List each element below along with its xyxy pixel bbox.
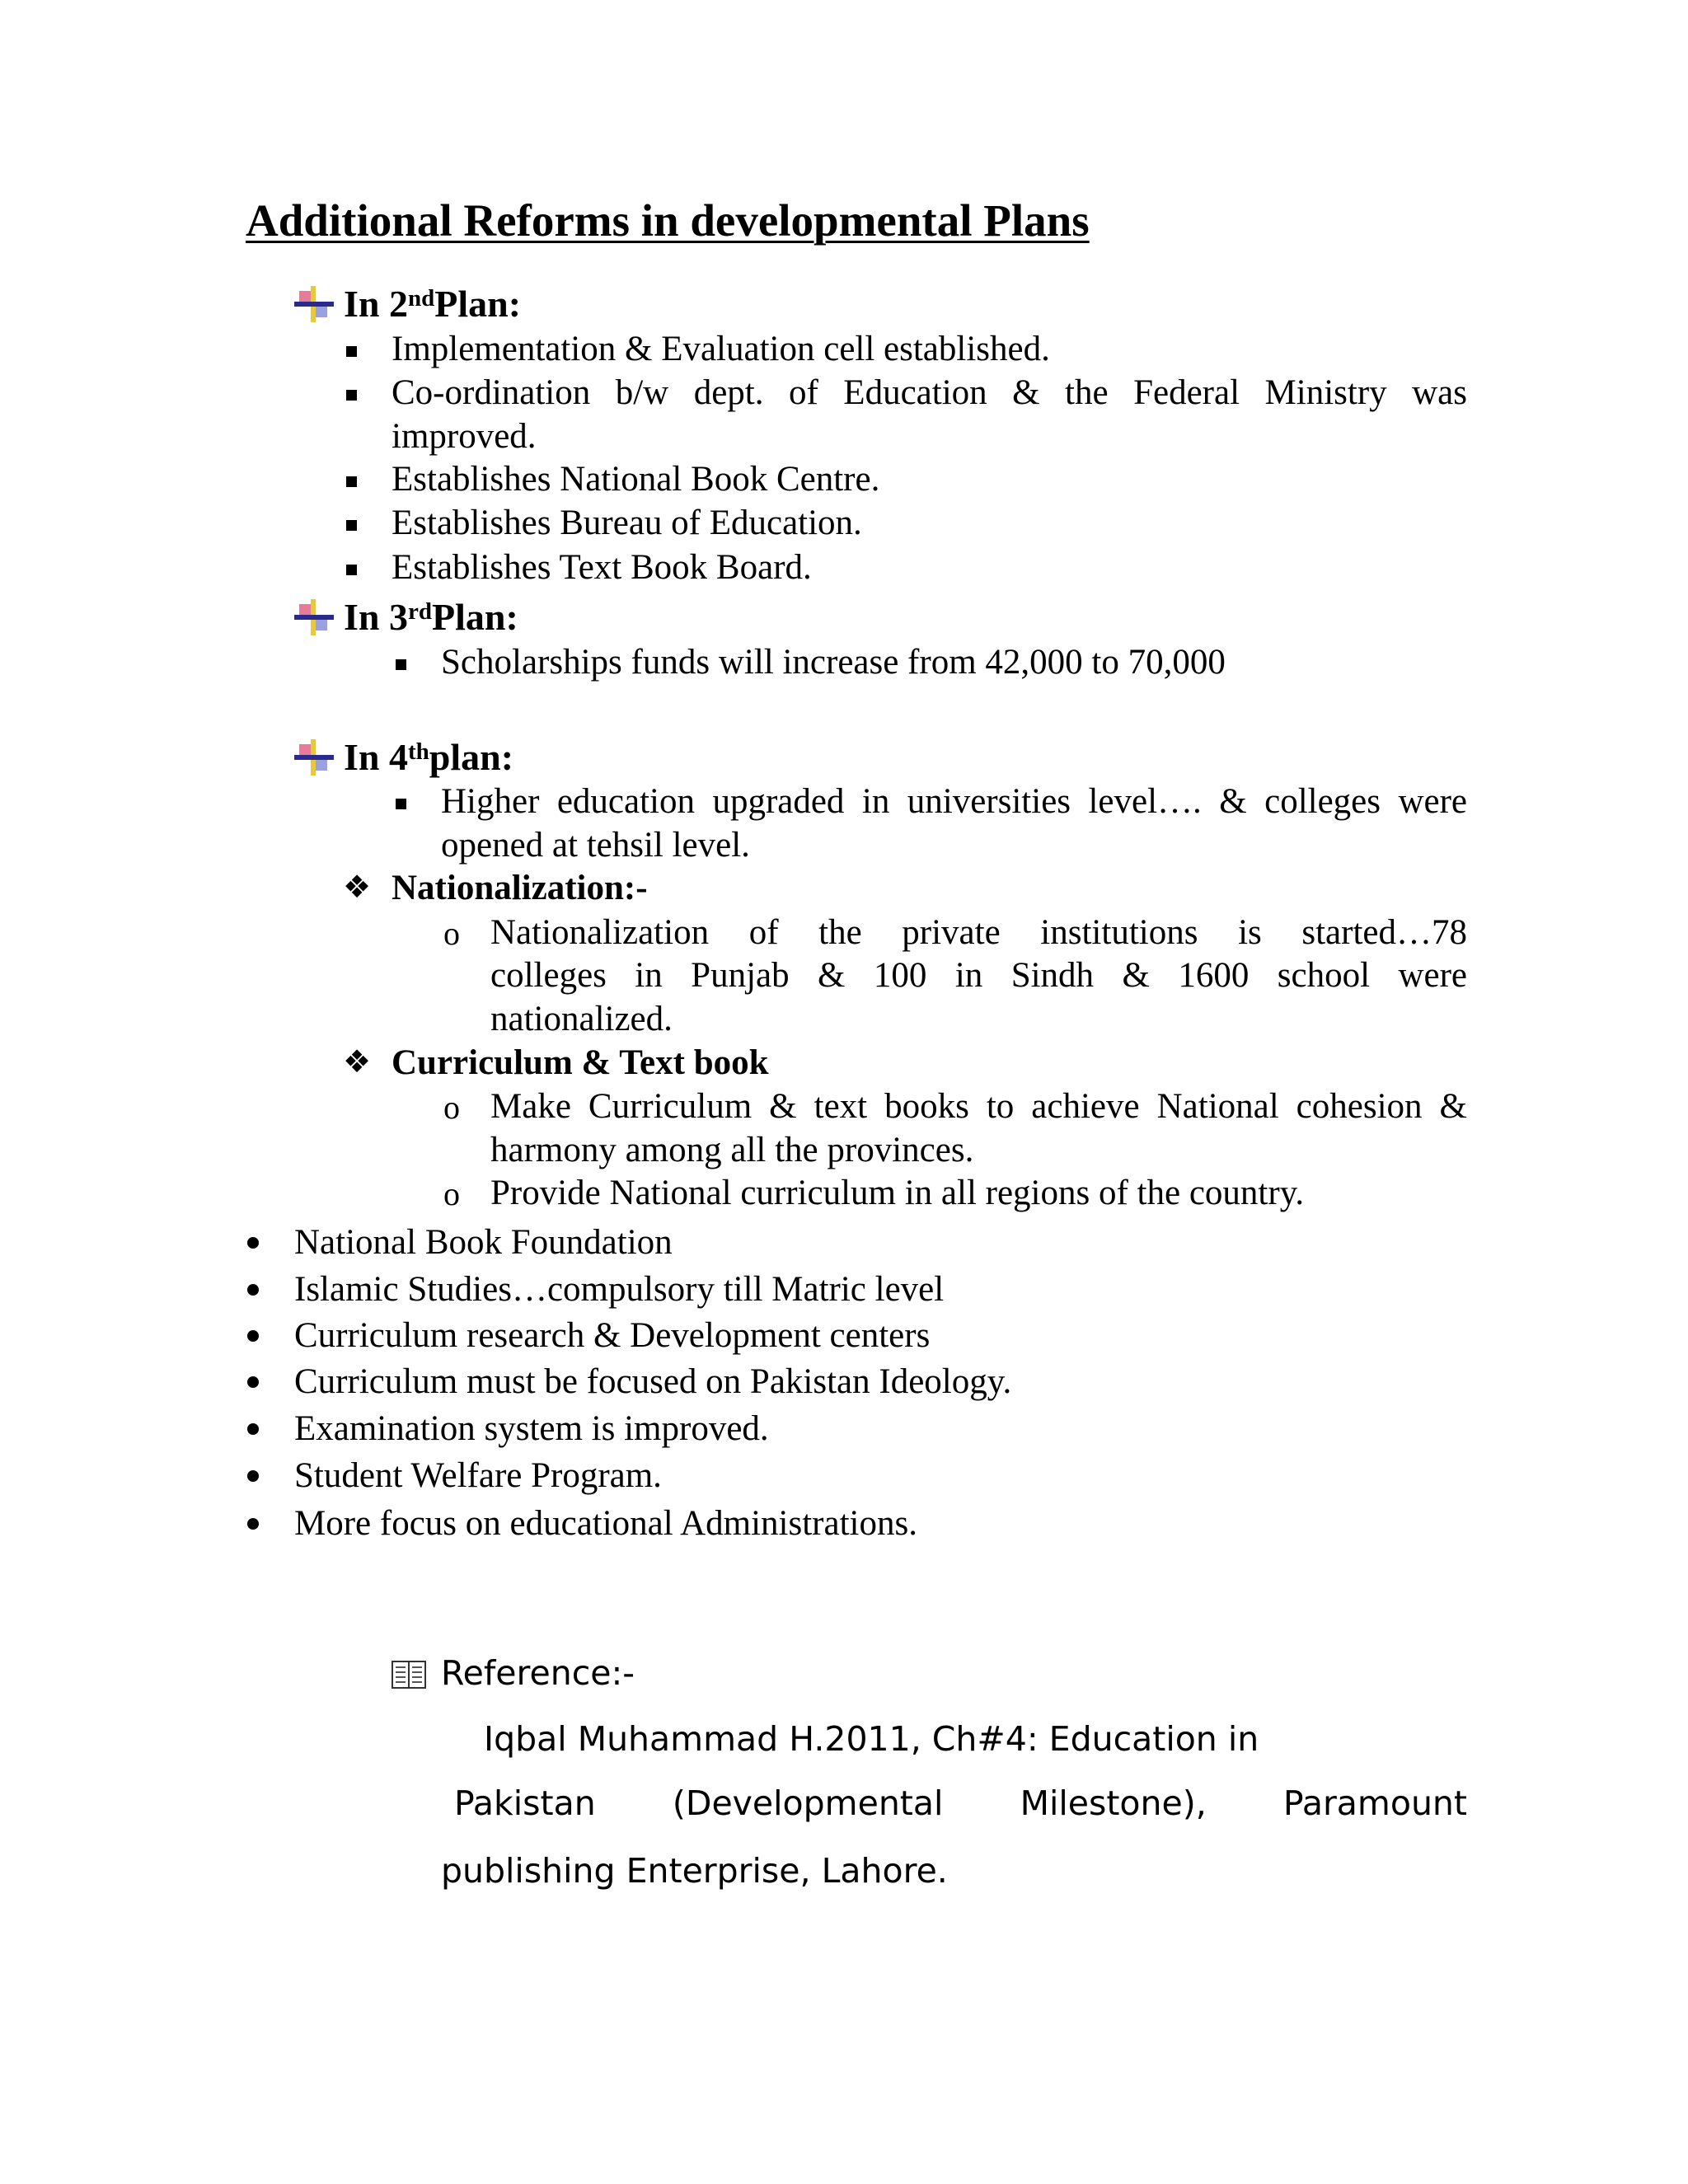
plan4-heading	[294, 735, 513, 779]
bullet-item-3: Curriculum research & Development centers	[294, 1316, 931, 1355]
disc-bullet	[247, 1330, 259, 1342]
disc-bullet	[247, 1284, 259, 1296]
plan2-item-2-cont: improved.	[392, 417, 537, 456]
square-bullet	[346, 390, 357, 401]
disc-bullet	[247, 1423, 259, 1435]
plan2-item-2: Co-ordination b/w dept. of Education & the Federal Ministry was	[392, 373, 1467, 412]
bullet-item-4: Curriculum must be focused on Pakistan Ideology.	[294, 1362, 1012, 1401]
diamond-bullet-icon: ❖	[343, 869, 372, 905]
square-bullet	[396, 799, 406, 809]
plan3-heading	[294, 595, 518, 639]
curriculum-item-1-cont: harmony among all the provinces.	[490, 1131, 974, 1169]
plan3-suffix: Plan:	[431, 596, 518, 638]
circle-bullet: o	[443, 1089, 460, 1126]
square-bullet	[346, 476, 357, 487]
cross-bullet-icon	[294, 739, 334, 776]
diamond-bullet-icon: ❖	[343, 1043, 372, 1080]
plan2-prefix: In 2	[344, 283, 408, 325]
bullet-item-2: Islamic Studies…compulsory till Matric level	[294, 1270, 945, 1309]
square-bullet	[396, 659, 406, 670]
book-icon	[392, 1658, 426, 1690]
bullet-item-1: National Book Foundation	[294, 1223, 673, 1262]
plan4-item-1-cont: opened at tehsil level.	[441, 826, 750, 865]
plan2-item-5: Establishes Text Book Board.	[392, 548, 812, 587]
plan2-item-4: Establishes Bureau of Education.	[392, 504, 862, 542]
disc-bullet	[247, 1237, 259, 1249]
nationalization-item-1: Nationalization of the private institutions is started…78	[490, 913, 1467, 952]
plan3-item-1: Scholarships funds will increase from 42,000 to 70,000	[441, 643, 1226, 682]
plan4-sup: th	[407, 738, 429, 765]
plan2-suffix: Plan:	[434, 283, 522, 325]
plan3-prefix: In 3	[344, 596, 408, 638]
bullet-item-5: Examination system is improved.	[294, 1409, 769, 1448]
square-bullet	[346, 565, 357, 575]
plan4-prefix: In 4	[344, 736, 408, 778]
plan2-item-1: Implementation & Evaluation cell established.	[392, 330, 1050, 368]
plan4-suffix: plan:	[429, 736, 514, 778]
plan4-item-1: Higher education upgraded in universities level…. & colleges were	[441, 782, 1467, 821]
curriculum-item-2: Provide National curriculum in all regions of the country.	[490, 1174, 1305, 1212]
cross-bullet-icon	[294, 599, 334, 635]
bullet-item-7: More focus on educational Administrations.	[294, 1504, 917, 1543]
circle-bullet: o	[443, 1175, 460, 1212]
square-bullet	[346, 520, 357, 531]
cross-bullet-icon	[294, 286, 334, 322]
curriculum-item-1: Make Curriculum & text books to achieve National cohesion &	[490, 1087, 1467, 1126]
reference-line-1: Iqbal Muhammad H.2011, Ch#4: Education in	[484, 1719, 1259, 1759]
reference-heading: Reference:-	[441, 1653, 635, 1693]
curriculum-heading: Curriculum & Text book	[392, 1043, 769, 1082]
reference-line-2: Pakistan (Developmental Milestone), Paramount	[454, 1783, 1467, 1823]
square-bullet	[346, 346, 357, 357]
plan2-heading	[294, 282, 521, 326]
nationalization-item-1-cont: colleges in Punjab & 100 in Sindh & 1600 school were	[490, 956, 1467, 995]
plan2-item-3: Establishes National Book Centre.	[392, 460, 880, 499]
bullet-item-6: Student Welfare Program.	[294, 1456, 662, 1495]
disc-bullet	[247, 1376, 259, 1388]
page-title: Additional Reforms in developmental Plans	[246, 195, 1090, 246]
nationalization-item-1-end: nationalized.	[490, 1000, 673, 1038]
circle-bullet: o	[443, 915, 460, 952]
reference-line-3: publishing Enterprise, Lahore.	[441, 1851, 948, 1891]
disc-bullet	[247, 1470, 259, 1482]
nationalization-heading: Nationalization:-	[392, 869, 648, 907]
plan2-sup: nd	[407, 285, 435, 312]
disc-bullet	[247, 1518, 259, 1530]
plan3-sup: rd	[407, 598, 432, 625]
